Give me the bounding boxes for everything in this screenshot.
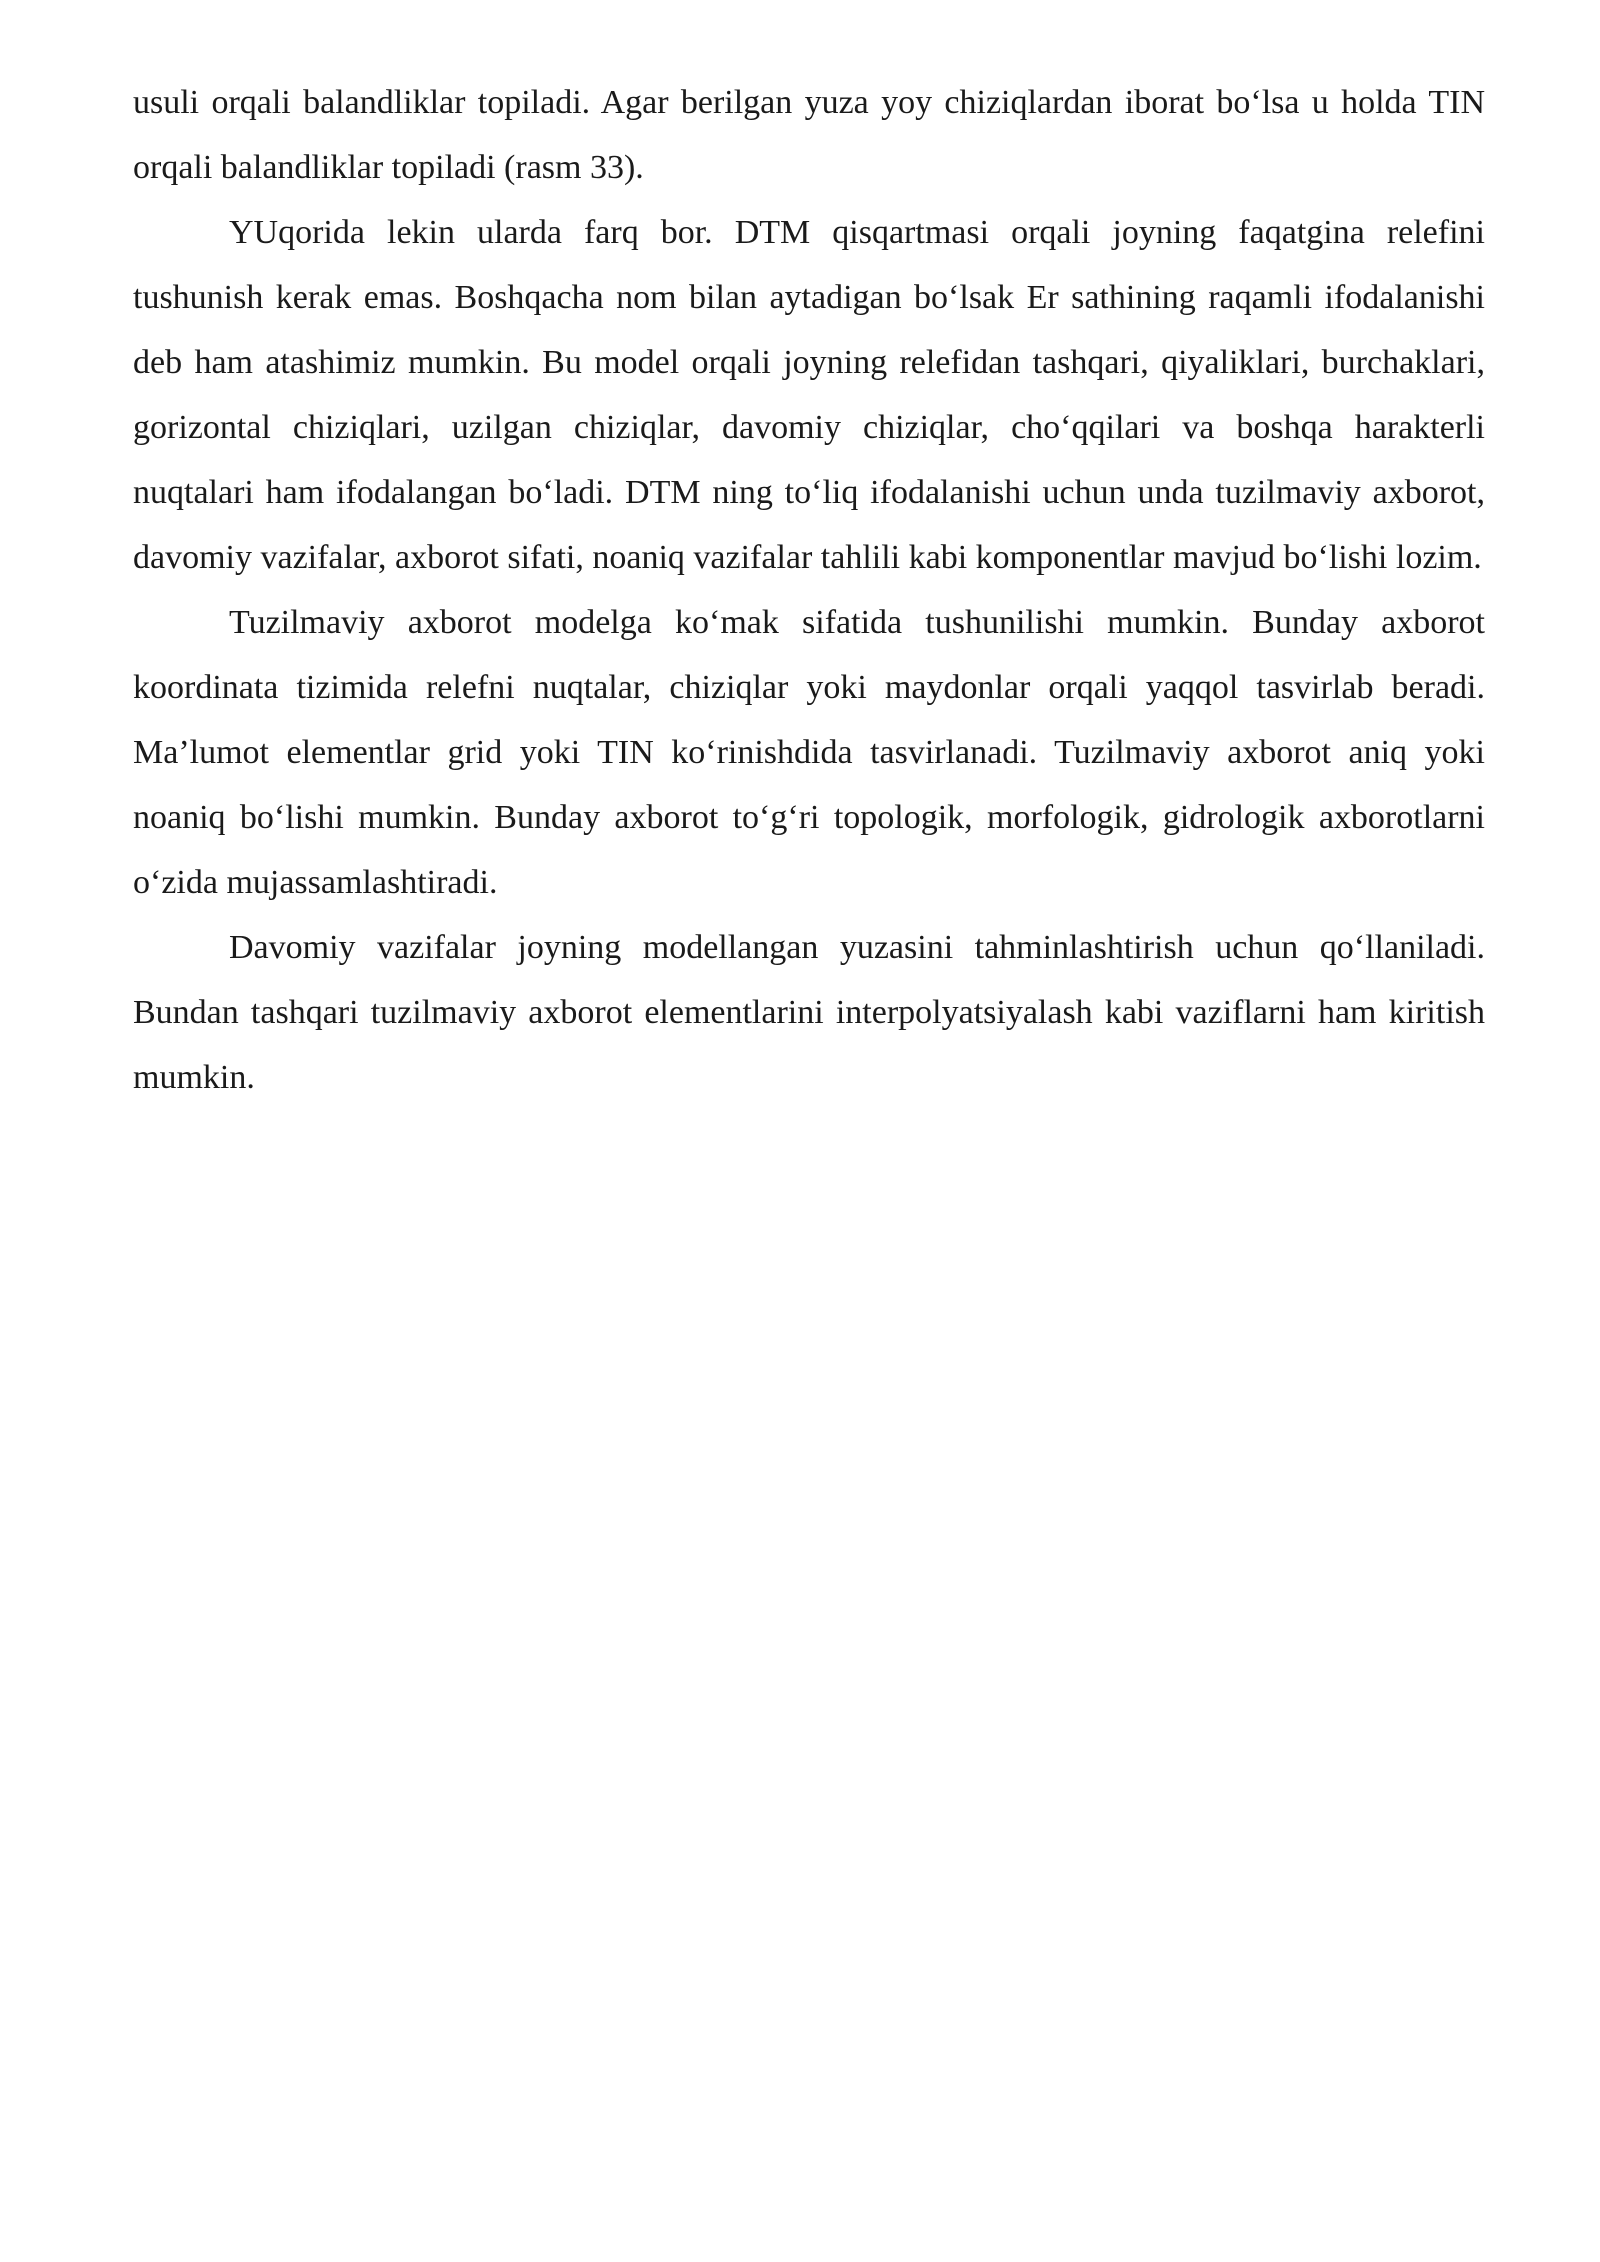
paragraph-4: Davomiy vazifalar joyning modellangan yuzasini tahminlashtirish uchun qo‘llaniladi. Bundan tashqari tuzilmaviy axborot elementlarini interpolyatsiyalash kabi vaziflarni ham kiritish mumkin. [133, 929, 1485, 1096]
paragraph-2: YUqorida lekin ularda farq bor. DTM qisqartmasi orqali joyning faqatgina relefini tushunish kerak emas. Boshqacha nom bilan aytadigan bo‘lsak Er sathining raqamli ifodalanishi deb ham atashimiz mumkin. Bu model orqali joyning relefidan tashqari, qiyaliklari, burchaklari, gorizontal chiziqlari, uzilgan chiziqlar, davomiy chiziqlar, cho‘qqilari va boshqa harakterli nuqtalari ham ifodalangan bo‘ladi. DTM ning to‘liq ifodalanishi uchun unda tuzilmaviy axborot, davomiy vazifalar, axborot sifati, noaniq vazifalar tahlili kabi komponentlar mavjud bo‘lishi lozim. [133, 214, 1485, 576]
paragraph-3: Tuzilmaviy axborot modelga ko‘mak sifatida tushunilishi mumkin. Bunday axborot koordinata tizimida relefni nuqtalar, chiziqlar yoki maydonlar orqali yaqqol tasvirlab beradi. Ma’lumot elementlar grid yoki TIN ko‘rinishdida tasvirlanadi. Tuzilmaviy axborot aniq yoki noaniq bo‘lishi mumkin. Bunday axborot to‘g‘ri topologik, morfologik, gidrologik axborotlarni o‘zida mujassamlashtiradi. [133, 604, 1485, 901]
paragraph-1: usuli orqali balandliklar topiladi. Agar berilgan yuza yoy chiziqlardan iborat bo‘lsa u holda TIN orqali balandliklar topiladi (rasm 33). [133, 84, 1485, 186]
document-body [133, 70, 1485, 1110]
